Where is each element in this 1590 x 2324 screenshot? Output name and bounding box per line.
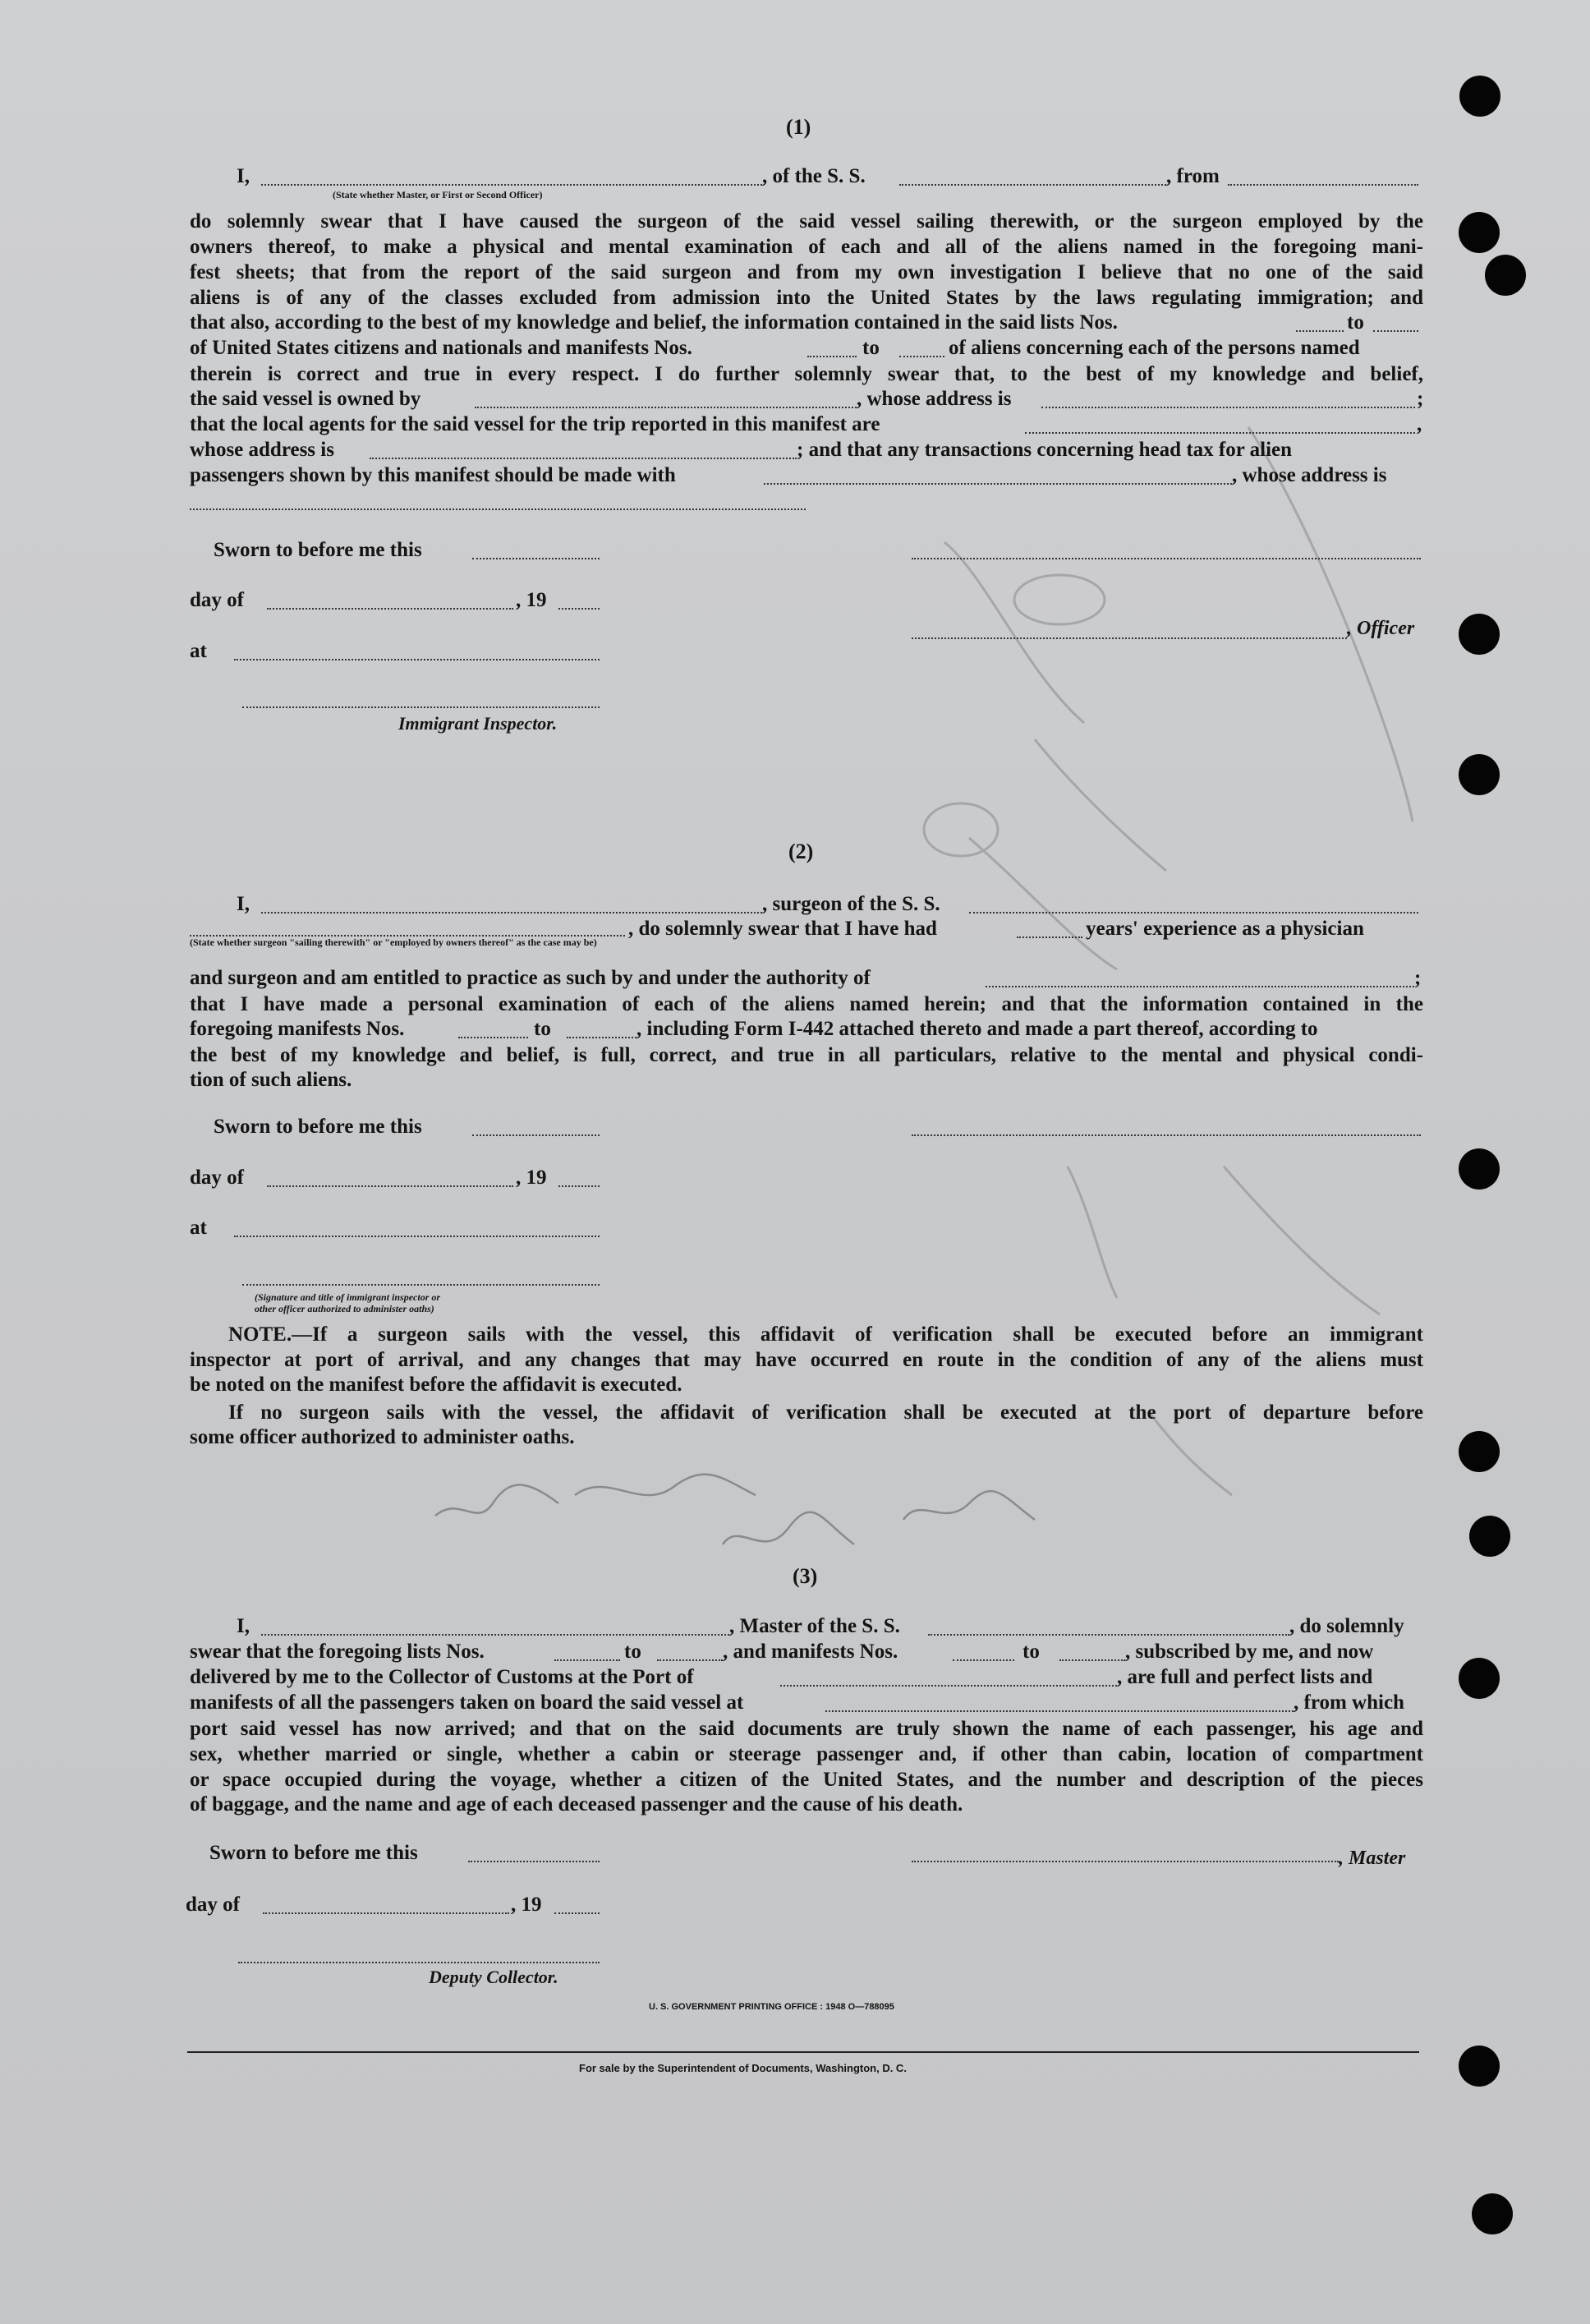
s3-lists-from-blank bbox=[554, 1659, 620, 1661]
for-sale-notice: For sale by the Superintendent of Documents, Washington, D. C. bbox=[579, 2062, 907, 2074]
s1-vessel-blank bbox=[899, 184, 1166, 186]
s3-lists-to-blank bbox=[657, 1659, 723, 1661]
s3-line-8: of baggage, and the name and age of each deceased passenger and the cause of his death. bbox=[190, 1793, 963, 1815]
s1-owner-blank bbox=[475, 407, 857, 408]
s1-lists-to-blank bbox=[1373, 330, 1418, 332]
s2-signature-caption-1: (Signature and title of immigrant inspector or bbox=[255, 1291, 441, 1303]
s3-year-label: , 19 bbox=[511, 1894, 542, 1916]
s2-surgeon-signature-line bbox=[912, 1134, 1421, 1136]
s1-year-blank bbox=[558, 608, 600, 610]
s3-line-2b: to bbox=[624, 1641, 641, 1663]
s1-manifests-to-blank bbox=[899, 356, 944, 357]
s3-do-solemnly-label: , do solemnly bbox=[1289, 1615, 1404, 1637]
s1-para-line-10a: whose address is bbox=[190, 439, 334, 461]
s3-boarding-port-blank bbox=[825, 1710, 1294, 1712]
s2-year-label: , 19 bbox=[516, 1167, 547, 1189]
s2-authority-blank bbox=[986, 986, 1414, 987]
s3-line-2e: , subscribed by me, and now bbox=[1125, 1641, 1374, 1663]
s2-experience-label-b: years' experience as a physician bbox=[1086, 918, 1364, 940]
s1-para-line-10b: ; and that any transactions concerning head tax for alien bbox=[797, 439, 1293, 461]
s3-master-label: , Master bbox=[1339, 1848, 1406, 1869]
s1-officer-type-blank bbox=[261, 184, 762, 186]
s1-inspector-label: Immigrant Inspector. bbox=[398, 713, 558, 734]
s3-line-3a: delivered by me to the Collector of Customs at the Port of bbox=[190, 1666, 694, 1688]
s3-day-of-label: day of bbox=[186, 1894, 240, 1916]
s3-sworn-blank bbox=[468, 1861, 600, 1862]
s1-officer-signature-line bbox=[912, 637, 1347, 639]
s3-line-2c: , and manifests Nos. bbox=[723, 1641, 898, 1663]
s2-experience-label-a: , do solemnly swear that I have had bbox=[628, 918, 937, 940]
s2-at-blank bbox=[234, 1236, 600, 1237]
s2-day-blank bbox=[267, 1185, 513, 1187]
section-3-number: (3) bbox=[793, 1564, 818, 1588]
s2-day-of-label: day of bbox=[190, 1167, 244, 1189]
s3-line-2d: to bbox=[1022, 1641, 1040, 1663]
s2-semicolon: ; bbox=[1414, 967, 1422, 989]
s3-line-5: port said vessel has now arrived; and that on the said documents are truly shown the name of each passenger, his age and bbox=[190, 1718, 1423, 1740]
s1-para-line-8b: , whose address is bbox=[857, 388, 1012, 410]
s1-semicolon: ; bbox=[1417, 388, 1424, 410]
s2-para-line-2: that I have made a personal examination of each of the aliens named herein; and that the information contained in the bbox=[190, 993, 1423, 1015]
s1-para-line-6a: of United States citizens and nationals and manifests Nos. bbox=[190, 337, 692, 359]
s2-surgeon-type-caption: (State whether surgeon "sailing therewith" or "employed by owners thereof" as the case may be) bbox=[190, 937, 597, 948]
s1-para-line-2: owners thereof, to make a physical and mental examination of each and all of the aliens named in the foregoing mani- bbox=[190, 236, 1423, 258]
s3-deputy-collector-label: Deputy Collector. bbox=[429, 1967, 558, 1987]
s1-para-line-1: do solemnly swear that I have caused the surgeon of the said vessel sailing therewith, or the surgeon employed by the bbox=[190, 210, 1423, 232]
s1-i-label: I, bbox=[237, 165, 250, 187]
s1-para-line-8a: the said vessel is owned by bbox=[190, 388, 421, 410]
s2-manifests-to-blank bbox=[567, 1037, 636, 1038]
s3-line-4a: manifests of all the passengers taken on board the said vessel at bbox=[190, 1691, 744, 1714]
s2-years-blank bbox=[1017, 937, 1082, 938]
gpo-imprint: U. S. GOVERNMENT PRINTING OFFICE : 1948 O—788095 bbox=[649, 2002, 894, 2012]
s1-year-label: , 19 bbox=[516, 589, 547, 611]
s1-para-line-6b: to bbox=[862, 337, 880, 359]
s1-officer-signature-line-top bbox=[912, 558, 1421, 559]
s1-para-line-3: fest sheets; that from the report of the said surgeon and from my own investigation I believe that no one of the said bbox=[190, 261, 1423, 283]
s2-note-line-3: be noted on the manifest before the affidavit is executed. bbox=[190, 1374, 682, 1396]
s2-year-blank bbox=[558, 1185, 600, 1187]
s1-from-label: , from bbox=[1166, 165, 1220, 187]
s2-sworn-label: Sworn to before me this bbox=[214, 1116, 422, 1138]
s3-line-6: sex, whether married or single, whether a cabin or steerage passenger and, if other than cabin, location of compartment bbox=[190, 1743, 1423, 1765]
s1-owner-address-blank bbox=[1041, 407, 1415, 408]
s3-year-blank bbox=[554, 1912, 600, 1914]
s1-agents-address-blank bbox=[370, 458, 797, 459]
s3-manifests-to-blank bbox=[1059, 1659, 1125, 1661]
s2-manifests-from-blank bbox=[458, 1037, 528, 1038]
s2-para-line-5: tion of such aliens. bbox=[190, 1069, 352, 1091]
s2-para-line-3c: , including Form I-442 attached thereto and made a part thereof, according to bbox=[636, 1018, 1318, 1040]
s1-day-blank bbox=[267, 608, 513, 610]
s1-sworn-blank bbox=[472, 558, 600, 559]
section-2-number: (2) bbox=[788, 840, 814, 863]
s2-surgeon-of-ss-label: , surgeon of the S. S. bbox=[762, 893, 940, 915]
s1-para-line-7: therein is correct and true in every respect. I do further solemnly swear that, to the best of my knowledge and belief, bbox=[190, 363, 1423, 385]
s2-inspector-signature-line bbox=[242, 1284, 600, 1286]
s1-headtax-address-blank bbox=[190, 509, 806, 510]
s1-officer-label: , Officer bbox=[1347, 618, 1415, 639]
s1-of-ss-label: , of the S. S. bbox=[762, 165, 866, 187]
s3-line-2a: swear that the foregoing lists Nos. bbox=[190, 1641, 485, 1663]
s2-para-line-1: and surgeon and am entitled to practice as such by and under the authority of bbox=[190, 967, 871, 989]
s2-sworn-blank bbox=[472, 1134, 600, 1136]
s3-master-signature-line bbox=[912, 1861, 1339, 1862]
s2-note-line-1: NOTE.—If a surgeon sails with the vessel, this affidavit of verification shall be executed before an immigrant bbox=[228, 1323, 1423, 1346]
s1-para-line-5a: that also, according to the best of my knowledge and belief, the information contained in the said lists Nos. bbox=[190, 311, 1118, 334]
s3-vessel-blank bbox=[928, 1634, 1289, 1636]
s2-note-line-5: some officer authorized to administer oaths. bbox=[190, 1426, 575, 1448]
s1-para-line-11b: , whose address is bbox=[1232, 464, 1387, 486]
s1-comma: , bbox=[1417, 413, 1422, 435]
s1-para-line-4: aliens is of any of the classes excluded from admission into the United States by the laws regulating immigration; and bbox=[190, 287, 1423, 309]
s2-signature-caption-2: other officer authorized to administer oaths) bbox=[255, 1303, 434, 1314]
s1-para-line-5b: to bbox=[1347, 311, 1364, 334]
s3-port-blank bbox=[780, 1685, 1117, 1687]
s3-manifests-from-blank bbox=[953, 1659, 1014, 1661]
s3-sworn-label: Sworn to before me this bbox=[209, 1842, 418, 1864]
section-1-number: (1) bbox=[786, 115, 811, 139]
s1-agents-blank bbox=[1025, 432, 1415, 434]
s2-vessel-blank bbox=[969, 912, 1418, 913]
s1-at-label: at bbox=[190, 640, 207, 662]
s3-day-blank bbox=[263, 1912, 509, 1914]
footer-rule bbox=[187, 2051, 1419, 2053]
s3-line-4b: , from which bbox=[1294, 1691, 1404, 1714]
s3-master-of-ss-label: , Master of the S. S. bbox=[729, 1615, 900, 1637]
s1-officer-type-caption: (State whether Master, or First or Second Officer) bbox=[333, 189, 543, 200]
s1-sworn-label: Sworn to before me this bbox=[214, 539, 422, 561]
s3-line-7: or space occupied during the voyage, whether a citizen of the United States, and the number and description of the pieces bbox=[190, 1769, 1423, 1791]
s3-master-name-blank bbox=[261, 1634, 729, 1636]
s1-manifests-from-blank bbox=[807, 356, 857, 357]
s1-para-line-11a: passengers shown by this manifest should be made with bbox=[190, 464, 676, 486]
s2-at-label: at bbox=[190, 1217, 207, 1239]
s2-para-line-4: the best of my knowledge and belief, is full, correct, and true in all particulars, relative to the mental and physical condi- bbox=[190, 1044, 1423, 1066]
s1-day-of-label: day of bbox=[190, 589, 244, 611]
s2-i-label: I, bbox=[237, 893, 250, 915]
s1-para-line-6c: of aliens concerning each of the persons named bbox=[949, 337, 1360, 359]
s1-from-blank bbox=[1228, 184, 1418, 186]
s3-i-label: I, bbox=[237, 1615, 250, 1637]
s1-para-line-9: that the local agents for the said vessel for the trip reported in this manifest are bbox=[190, 413, 880, 435]
s2-para-line-3a: foregoing manifests Nos. bbox=[190, 1018, 405, 1040]
s2-surgeon-name-blank bbox=[261, 912, 762, 913]
s1-lists-from-blank bbox=[1296, 330, 1344, 332]
s1-headtax-blank bbox=[764, 483, 1232, 485]
s2-para-line-3b: to bbox=[534, 1018, 551, 1040]
s1-at-blank bbox=[234, 659, 600, 660]
s2-note-line-4: If no surgeon sails with the vessel, the affidavit of verification shall be executed at the port of departure before bbox=[228, 1401, 1423, 1424]
s1-inspector-signature-line bbox=[242, 706, 600, 708]
s3-collector-signature-line bbox=[238, 1962, 600, 1963]
s2-note-line-2: inspector at port of arrival, and any changes that may have occurred en route in the condition of any of the aliens must bbox=[190, 1349, 1423, 1371]
s2-surgeon-type-blank bbox=[190, 935, 625, 937]
s3-line-3b: , are full and perfect lists and bbox=[1117, 1666, 1373, 1688]
